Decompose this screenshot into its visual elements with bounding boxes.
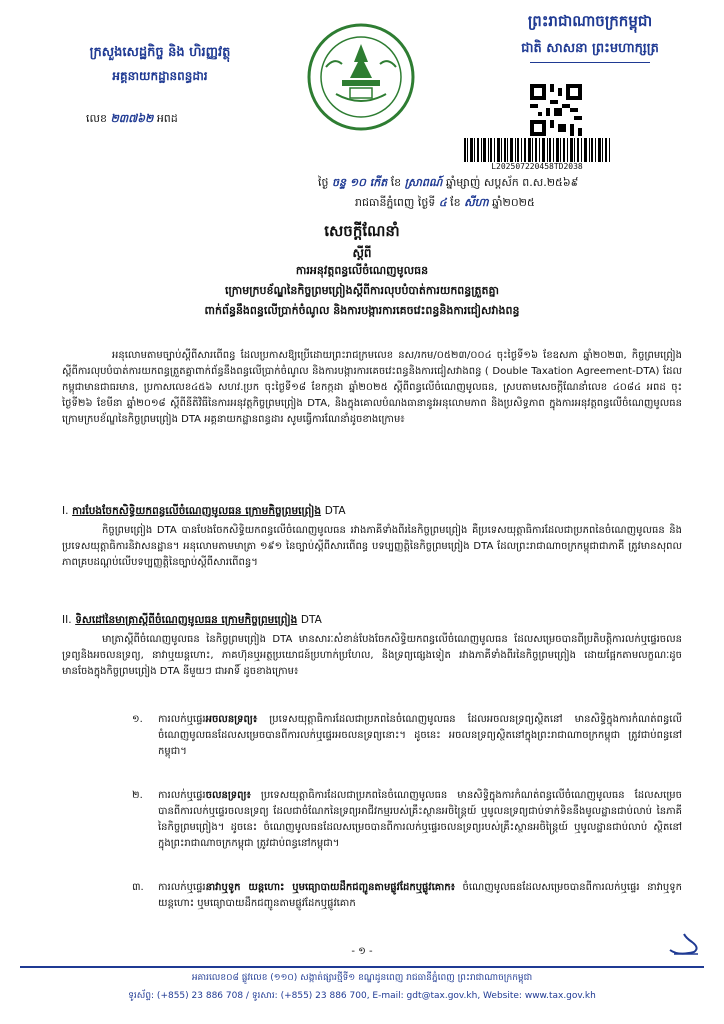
list-item-body: ចំណេញមូលធនដែលសម្រេចបានពីការលក់ឬផ្ទេរ នាវាឬទូក យន្តហោះ ឬមធ្យោបាយដឹកជញ្ជូនតាមផ្លូវដែកឬផ្លូវគោក bbox=[158, 882, 682, 909]
section-2-body: មាត្រាស្តីពីចំណេញមូលធន នៃកិច្ចព្រមព្រៀង DTA មានសារៈសំខាន់បែងចែកសិទ្ធិយកពន្ធលើចំណេញមូលធន ដែលសម្រេចបានពីប្រតិបត្តិការលក់ឬផ្ទេរចលនទ្រព្យនិងអចលនទ្រព្យ, នាវាឬយន្តហោះ, ភាគហ៊ុនឬអត្ថប្រយោជន៍ប្រហាក់ប្រហែល, និងទ្រព្យផ្សេងទៀត រវាងភាគីទាំងពីរនៃកិច្ចព្រមព្រៀង ដោយផ្អែកតាមលក្ខណៈដូចមានចែងក្នុងកិច្ចព្រមព្រៀង DTA នីមួយៗ ជាអាទិ៍ ដូចខាងក្រោម៖ bbox=[62, 634, 682, 677]
list-item-text bbox=[158, 880, 682, 912]
motto-divider bbox=[530, 62, 650, 64]
section-1-number: I. bbox=[62, 505, 69, 517]
solar-year: ឆ្នាំ២០២៥ bbox=[492, 196, 535, 209]
list-item-text bbox=[158, 712, 682, 760]
solar-date bbox=[355, 196, 705, 212]
page-number: - ១ - bbox=[351, 946, 373, 957]
national-motto: ជាតិ សាសនា ព្រះមហាក្សត្រ bbox=[521, 41, 659, 56]
title-line-1: ការអនុវត្តពន្ធលើចំណេញមូលធន bbox=[295, 264, 429, 277]
kingdom-title: ព្រះរាជាណាចក្រកម្ពុជា bbox=[527, 12, 653, 30]
footer-address: អគារលេខ០៨ ផ្លូវលេខ (១១០) សង្កាត់ផ្សារថ្មីទី១ ខណ្ឌដូនពេញ រាជធានីភ្នំពេញ ព្រះរាជាណាចក្រកម្ពុជា bbox=[191, 973, 533, 983]
barcode bbox=[462, 138, 612, 162]
reference-number bbox=[86, 112, 246, 128]
title-line-2: ក្រោមក្របខ័ណ្ឌនៃកិច្ចព្រមព្រៀងស្តីពីការលុបបំបាត់ការយកពន្ធត្រួតគ្នា bbox=[225, 284, 499, 297]
solar-prefix: រាជធានីភ្នំពេញ ថ្ងៃទី bbox=[355, 196, 436, 209]
lunar-month-handwritten: ស្រាពណ៍ bbox=[404, 176, 443, 189]
solar-month-handwritten: សីហា bbox=[464, 196, 489, 209]
ref-prefix: លេខ bbox=[86, 112, 107, 125]
document-about: ស្តីពី bbox=[352, 246, 372, 260]
list-item-body: ប្រទេសយុត្តាធិការដែលជាប្រភពនៃចំណេញមូលធន មានសិទ្ធិក្នុងការកំណត់ពន្ធលើចំណេញមូលធន ដែលសម្រេចបានពីការលក់ឬផ្ទេរចលនទ្រព្យ ដែលជាចំណែកនៃទ្រព្យអាជីវកម្មរបស់គ្រឹះស្ថានអចិន្ត្រៃយ៍ ឬមូលនទ្រព្យជាប់ទាក់ទិននឹងមូលដ្ឋានជាប់លាប់ នៃភាគីនៃកិច្ចព្រមព្រៀង។ ដូចនេះ ចំណេញមូលធនដែលសម្រេចបានពីការលក់ឬផ្ទេរចលនទ្រព្យរបស់គ្រឹះស្ថានអចិន្ត្រៃយ៍ ឬមូលដ្ឋានជាប់លាប់ ស្ថិតនៅក្នុងព្រះរាជាណាចក្រកម្ពុជា ត្រូវជាប់ពន្ធនៅកម្ពុជា។ bbox=[158, 790, 682, 849]
ministry-name: ក្រសួងសេដ្ឋកិច្ច និង ហិរញ្ញវត្ថុ bbox=[89, 45, 231, 60]
title-line-3: ពាក់ព័ន្ធនឹងពន្ធលើប្រាក់ចំណូល និងការបង្ការការគេចវេះពន្ធនិងការជៀសវាងពន្ធ bbox=[204, 304, 520, 317]
section-2-title: ទិសដៅនៃមាត្រាស្តីពីចំណេញមូលធន ក្រោមកិច្ចព្រមព្រៀង bbox=[75, 614, 298, 626]
lunar-date bbox=[318, 176, 708, 192]
document-type: សេចក្តីណែនាំ bbox=[324, 222, 400, 240]
list-item-bold: នាវាឬទូក យន្តហោះ ឬមធ្យោបាយដឹកជញ្ជូនតាមផ្លូវដែកឬផ្លូវគោក៖ bbox=[205, 882, 456, 893]
lunar-month-label: ខែ bbox=[390, 176, 402, 189]
lunar-prefix: ថ្ងៃ bbox=[318, 176, 329, 189]
footer-contact: ទូរស័ព្ទ: (+855) 23 886 708 / ទូរសារ: (+855) 23 886 700, E-mail: gdt@tax.gov.kh, Website: www.tax.gov.kh bbox=[128, 991, 596, 1001]
list-item-number: ១. bbox=[132, 714, 143, 725]
section-1-suffix: DTA bbox=[324, 505, 346, 517]
lunar-year: ឆ្នាំម្សាញ់ សប្តស័ក ព.ស.២៥៦៩ bbox=[445, 176, 579, 189]
gdt-logo-seal bbox=[306, 22, 416, 132]
list-item-number: ៣. bbox=[132, 882, 144, 893]
solar-day-handwritten: ៤ bbox=[438, 196, 447, 209]
section-1-body: កិច្ចព្រមព្រៀង DTA បានបែងចែកសិទ្ធិយកពន្ធលើចំណេញមូលធន រវាងភាគីទាំងពីរនៃកិច្ចព្រមព្រៀង គឺប្រទេសយុត្តាធិការដែលជាប្រភពនៃចំណេញមូលធន និងប្រទេសយុត្តាធិការនិវាសនដ្ឋាន។ អនុលោមតាមមាត្រា ១៩១ នៃច្បាប់ស្តីពីសារពើពន្ធ បទប្បញ្ញត្តិនៃកិច្ចព្រមព្រៀង DTA ដែលព្រះរាជាណាចក្រកម្ពុជាជាភាគី ត្រូវមានសុពលភាពគ្របដណ្តប់លើបទប្បញ្ញត្តិនៃច្បាប់ស្តីពីសារពើពន្ធ។ bbox=[62, 525, 682, 568]
list-item-bold: ចលនទ្រព្យ៖ bbox=[205, 790, 251, 801]
section-1-heading bbox=[62, 505, 682, 520]
section-2-suffix: DTA bbox=[300, 614, 322, 626]
section-2-number: II. bbox=[62, 614, 72, 626]
section-1-title: ការបែងចែកសិទ្ធិយកពន្ធលើចំណេញមូលធន ក្រោមកិច្ចព្រមព្រៀង bbox=[72, 505, 322, 517]
barcode-number: L202507220458TD2038 bbox=[491, 162, 583, 171]
list-item-lead: ការលក់ឬផ្ទេរ bbox=[158, 714, 206, 725]
ref-suffix: អពដ bbox=[156, 112, 178, 125]
ref-value: ២៣៧៦២ bbox=[110, 112, 154, 125]
section-2-heading bbox=[62, 614, 682, 629]
qr-code bbox=[530, 84, 582, 136]
list-item-body: ប្រទេសយុត្តាធិការដែលជាប្រភពនៃចំណេញមូលធន ដែលអចលនទ្រព្យស្ថិតនៅ មានសិទ្ធិក្នុងការកំណត់ពន្ធលើចំណេញមូលធនដែលសម្រេចបានពីការលក់ឬផ្ទេរអចលនទ្រព្យនោះ។ ដូចនេះ អចលនទ្រព្យស្ថិតនៅក្នុងព្រះរាជាណាចក្រកម្ពុជា ត្រូវជាប់ពន្ធនៅកម្ពុជា។ bbox=[158, 714, 682, 757]
solar-month-label: ខែ bbox=[450, 196, 461, 209]
intro-paragraph: អនុលោមតាមច្បាប់ស្តីពីសារពើពន្ធ ដែលប្រកាសឱ្យប្រើដោយព្រះរាជក្រមលេខ នស/រកម/០៥២៣/០០៤ ចុះថ្ងៃទី១៦ ខែឧសភា ឆ្នាំ២០២៣, កិច្ចព្រមព្រៀងស្តីពីការលុបបំបាត់ការយកពន្ធត្រួតគ្នាពាក់ព័ន្ធនឹងពន្ធលើប្រាក់ចំណូល និងការបង្ការការគេចវេះពន្ធនិងការជៀសវាងពន្ធ ( Double Taxation Agreement-DTA) ដែលកម្ពុជាមានជាធរមាន, ប្រកាសលេខ៤៥៦ សហវ.ប្រក ចុះថ្ងៃទី១៨ ខែកក្កដា ឆ្នាំ២០២៥ ស្តីពីពន្ធលើចំណេញមូលធន, ស្របតាមសេចក្តីណែនាំលេខ ៤០៨៤ អពដ ចុះថ្ងៃទី២៦ ខែមីនា ឆ្នាំ២០១៨ ស្តីពីនីតិវិធីនៃការអនុវត្តកិច្ចព្រមព្រៀង DTA, និងក្នុងគោលបំណងធានានូវអនុលោមភាព និងប្រសិទ្ធភាព ក្នុងការអនុវត្តពន្ធលើចំណេញមូលធនក្រោមក្របខ័ណ្ឌនៃកិច្ចព្រមព្រៀង DTA អគ្គនាយកដ្ឋានពន្ធដារ សូមធ្វើការណែនាំដូចខាងក្រោម៖ bbox=[62, 350, 682, 425]
list-item-text bbox=[158, 788, 682, 852]
footer-divider bbox=[20, 966, 704, 968]
list-item-bold: អចលនទ្រព្យ៖ bbox=[205, 714, 258, 725]
department-name: អគ្គនាយកដ្ឋានពន្ធដារ bbox=[112, 69, 208, 83]
lunar-day-handwritten: ចន្ទ ១០ កើត bbox=[331, 176, 388, 189]
handwritten-initial bbox=[664, 930, 704, 958]
list-item-lead: ការលក់ឬផ្ទេរ bbox=[158, 790, 206, 801]
list-item-number: ២. bbox=[132, 790, 143, 801]
list-item-lead: ការលក់ឬផ្ទេរ bbox=[158, 882, 206, 893]
